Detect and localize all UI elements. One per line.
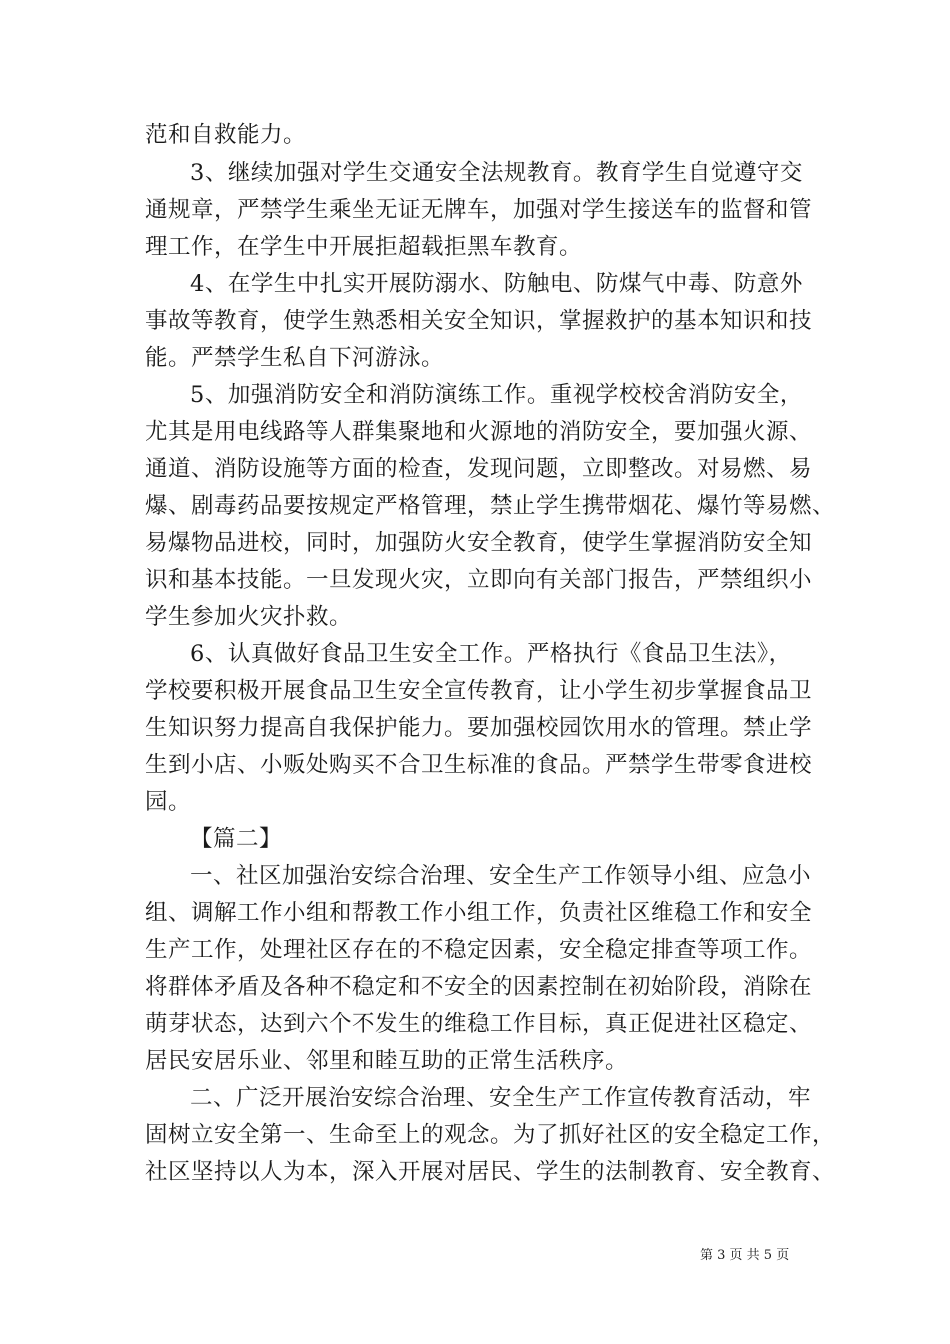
page-number-footer: 第 3 页 共 5 页 [700,1248,790,1263]
text-line: 社区坚持以人为本，深入开展对居民、学生的法制教育、安全教育、 [145,1159,836,1185]
text-line: 易爆物品进校，同时，加强防火安全教育，使学生掌握消防安全知 [145,530,813,556]
paragraph-start: 3、继续加强对学生交通安全法规教育。教育学生自觉遵守交 [190,160,803,186]
text-line: 萌芽状态，达到六个不发生的维稳工作目标，真正促进社区稳定、 [145,1011,813,1037]
text-line: 通规章，严禁学生乘坐无证无牌车，加强对学生接送车的监督和管 [145,197,813,223]
text-line: 范和自救能力。 [145,122,307,148]
text-line: 识和基本技能。一旦发现火灾，立即向有关部门报告，严禁组织小 [145,567,813,593]
paragraph-start: 6、认真做好食品卫生安全工作。严格执行《食品卫生法》， [190,641,792,667]
text-line: 尤其是用电线路等人群集聚地和火源地的消防安全，要加强火源、 [145,419,813,445]
text-line: 生产工作，处理社区存在的不稳定因素，安全稳定排查等项工作。 [145,937,813,963]
section-heading: 【篇二】 [190,826,283,852]
text-line: 固树立安全第一、生命至上的观念。为了抓好社区的安全稳定工作， [145,1122,836,1148]
text-line: 居民安居乐业、邻里和睦互助的正常生活秩序。 [145,1048,629,1074]
text-line: 将群体矛盾及各种不稳定和不安全的因素控制在初始阶段，消除在 [145,974,813,1000]
text-line: 事故等教育，使学生熟悉相关安全知识，掌握救护的基本知识和技 [145,308,813,334]
text-line: 生到小店、小贩处购买不合卫生标准的食品。严禁学生带零食进校 [145,752,813,778]
text-line: 园。 [145,789,192,815]
text-line: 爆、剧毒药品要按规定严格管理，禁止学生携带烟花、爆竹等易燃、 [145,493,836,519]
paragraph-start: 一、社区加强治安综合治理、安全生产工作领导小组、应急小 [190,863,812,889]
paragraph-start: 5、加强消防安全和消防演练工作。重视学校校舍消防安全， [190,382,803,408]
text-line: 学校要积极开展食品卫生安全宣传教育，让小学生初步掌握食品卫 [145,678,813,704]
text-line: 能。严禁学生私自下河游泳。 [145,345,445,371]
text-line: 学生参加火灾扑救。 [145,604,353,630]
paragraph-start: 4、在学生中扎实开展防溺水、防触电、防煤气中毒、防意外 [190,271,803,297]
text-line: 组、调解工作小组和帮教工作小组工作，负责社区维稳工作和安全 [145,900,813,926]
text-line: 生知识努力提高自我保护能力。要加强校园饮用水的管理。禁止学 [145,715,813,741]
paragraph-start: 二、广泛开展治安综合治理、安全生产工作宣传教育活动，牢 [190,1085,812,1111]
text-line: 通道、消防设施等方面的检查，发现问题，立即整改。对易燃、易 [145,456,813,482]
text-line: 理工作，在学生中开展拒超载拒黑车教育。 [145,234,583,260]
